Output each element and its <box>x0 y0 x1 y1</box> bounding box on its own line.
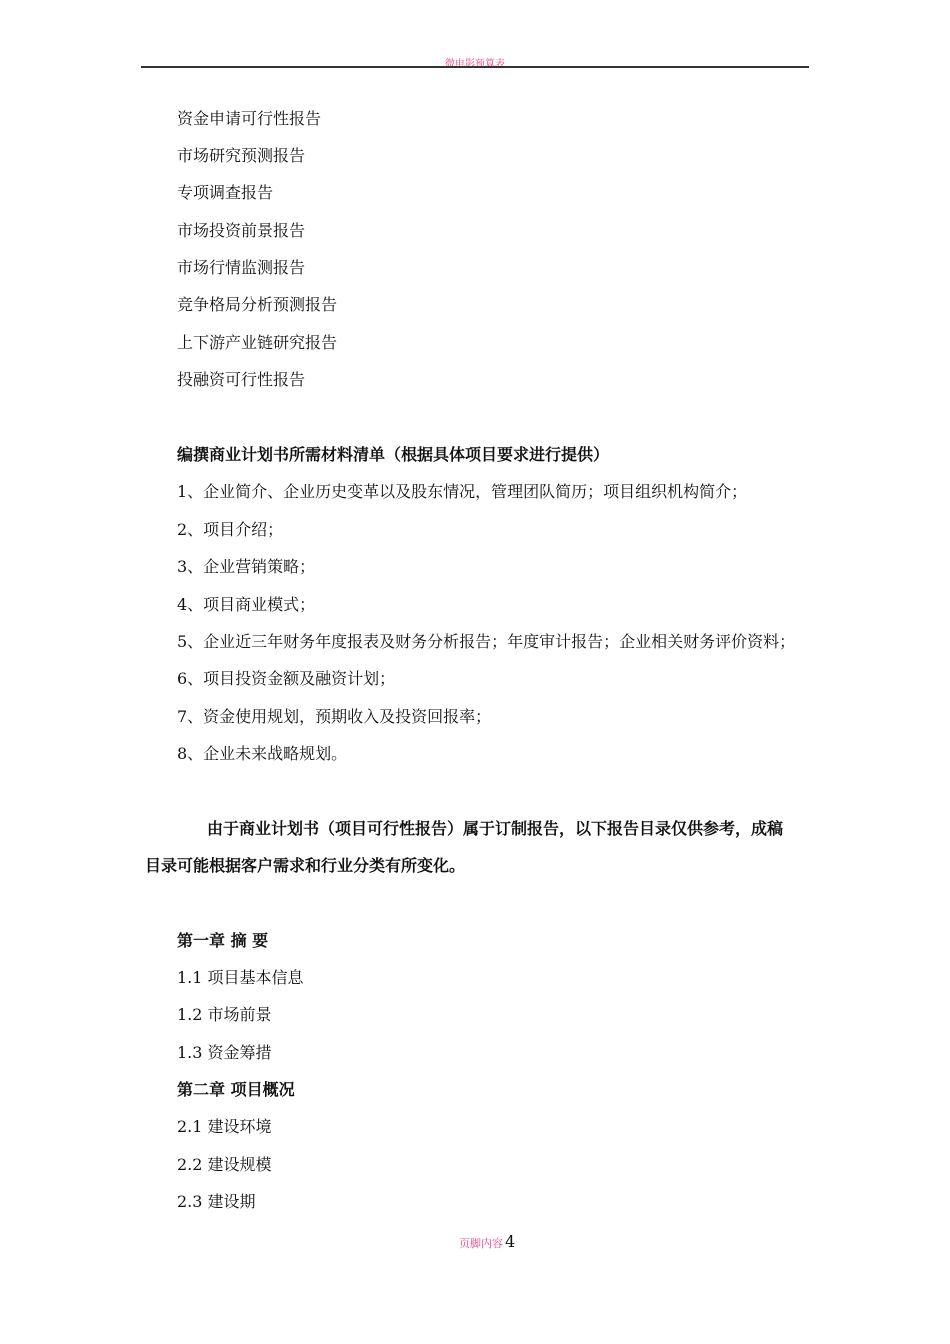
page-number: 4 <box>505 1232 516 1251</box>
materials-item: 3、企业营销策略； <box>177 557 316 576</box>
header-divider <box>141 66 809 68</box>
report-list-item: 市场研究预测报告 <box>177 146 306 165</box>
note-paragraph-line: 目录可能根据客户需求和行业分类有所变化。 <box>145 856 466 875</box>
toc-chapter-title: 第一章 摘 要 <box>177 931 269 950</box>
toc-item: 1.3 资金筹措 <box>177 1043 272 1062</box>
footer-label: 页脚内容 <box>459 1237 503 1250</box>
materials-item: 8、企业未来战略规划。 <box>177 744 348 763</box>
toc-item: 2.2 建设规模 <box>177 1155 272 1174</box>
materials-item: 4、项目商业模式； <box>177 595 316 614</box>
report-list-item: 市场投资前景报告 <box>177 221 306 240</box>
toc-item: 1.2 市场前景 <box>177 1005 272 1024</box>
report-list-item: 投融资可行性报告 <box>177 370 306 389</box>
page-footer <box>459 1232 515 1254</box>
materials-item: 2、项目介绍； <box>177 520 284 539</box>
materials-item: 5、企业近三年财务年度报表及财务分析报告；年度审计报告；企业相关财务评价资料； <box>177 632 796 651</box>
report-list-item: 资金申请可行性报告 <box>177 109 322 128</box>
note-paragraph-line: 由于商业计划书（项目可行性报告）属于订制报告，以下报告目录仅供参考，成稿 <box>207 819 784 838</box>
report-list-item: 上下游产业链研究报告 <box>177 333 338 352</box>
report-list-item: 专项调查报告 <box>177 183 274 202</box>
toc-item: 2.3 建设期 <box>177 1192 256 1211</box>
materials-item: 7、资金使用规划，预期收入及投资回报率； <box>177 707 492 726</box>
toc-item: 2.1 建设环境 <box>177 1117 272 1136</box>
materials-item: 6、项目投资金额及融资计划； <box>177 669 396 688</box>
toc-chapter-title: 第二章 项目概况 <box>177 1080 295 1099</box>
page-header-text: 微电影预算表 <box>445 59 505 70</box>
toc-item: 1.1 项目基本信息 <box>177 968 304 987</box>
materials-heading: 编撰商业计划书所需材料清单（根据具体项目要求进行提供） <box>177 445 610 464</box>
report-list-item: 市场行情监测报告 <box>177 258 306 277</box>
materials-item: 1、企业简介、企业历史变革以及股东情况，管理团队简历；项目组织机构简介； <box>177 482 748 501</box>
report-list-item: 竞争格局分析预测报告 <box>177 295 338 314</box>
